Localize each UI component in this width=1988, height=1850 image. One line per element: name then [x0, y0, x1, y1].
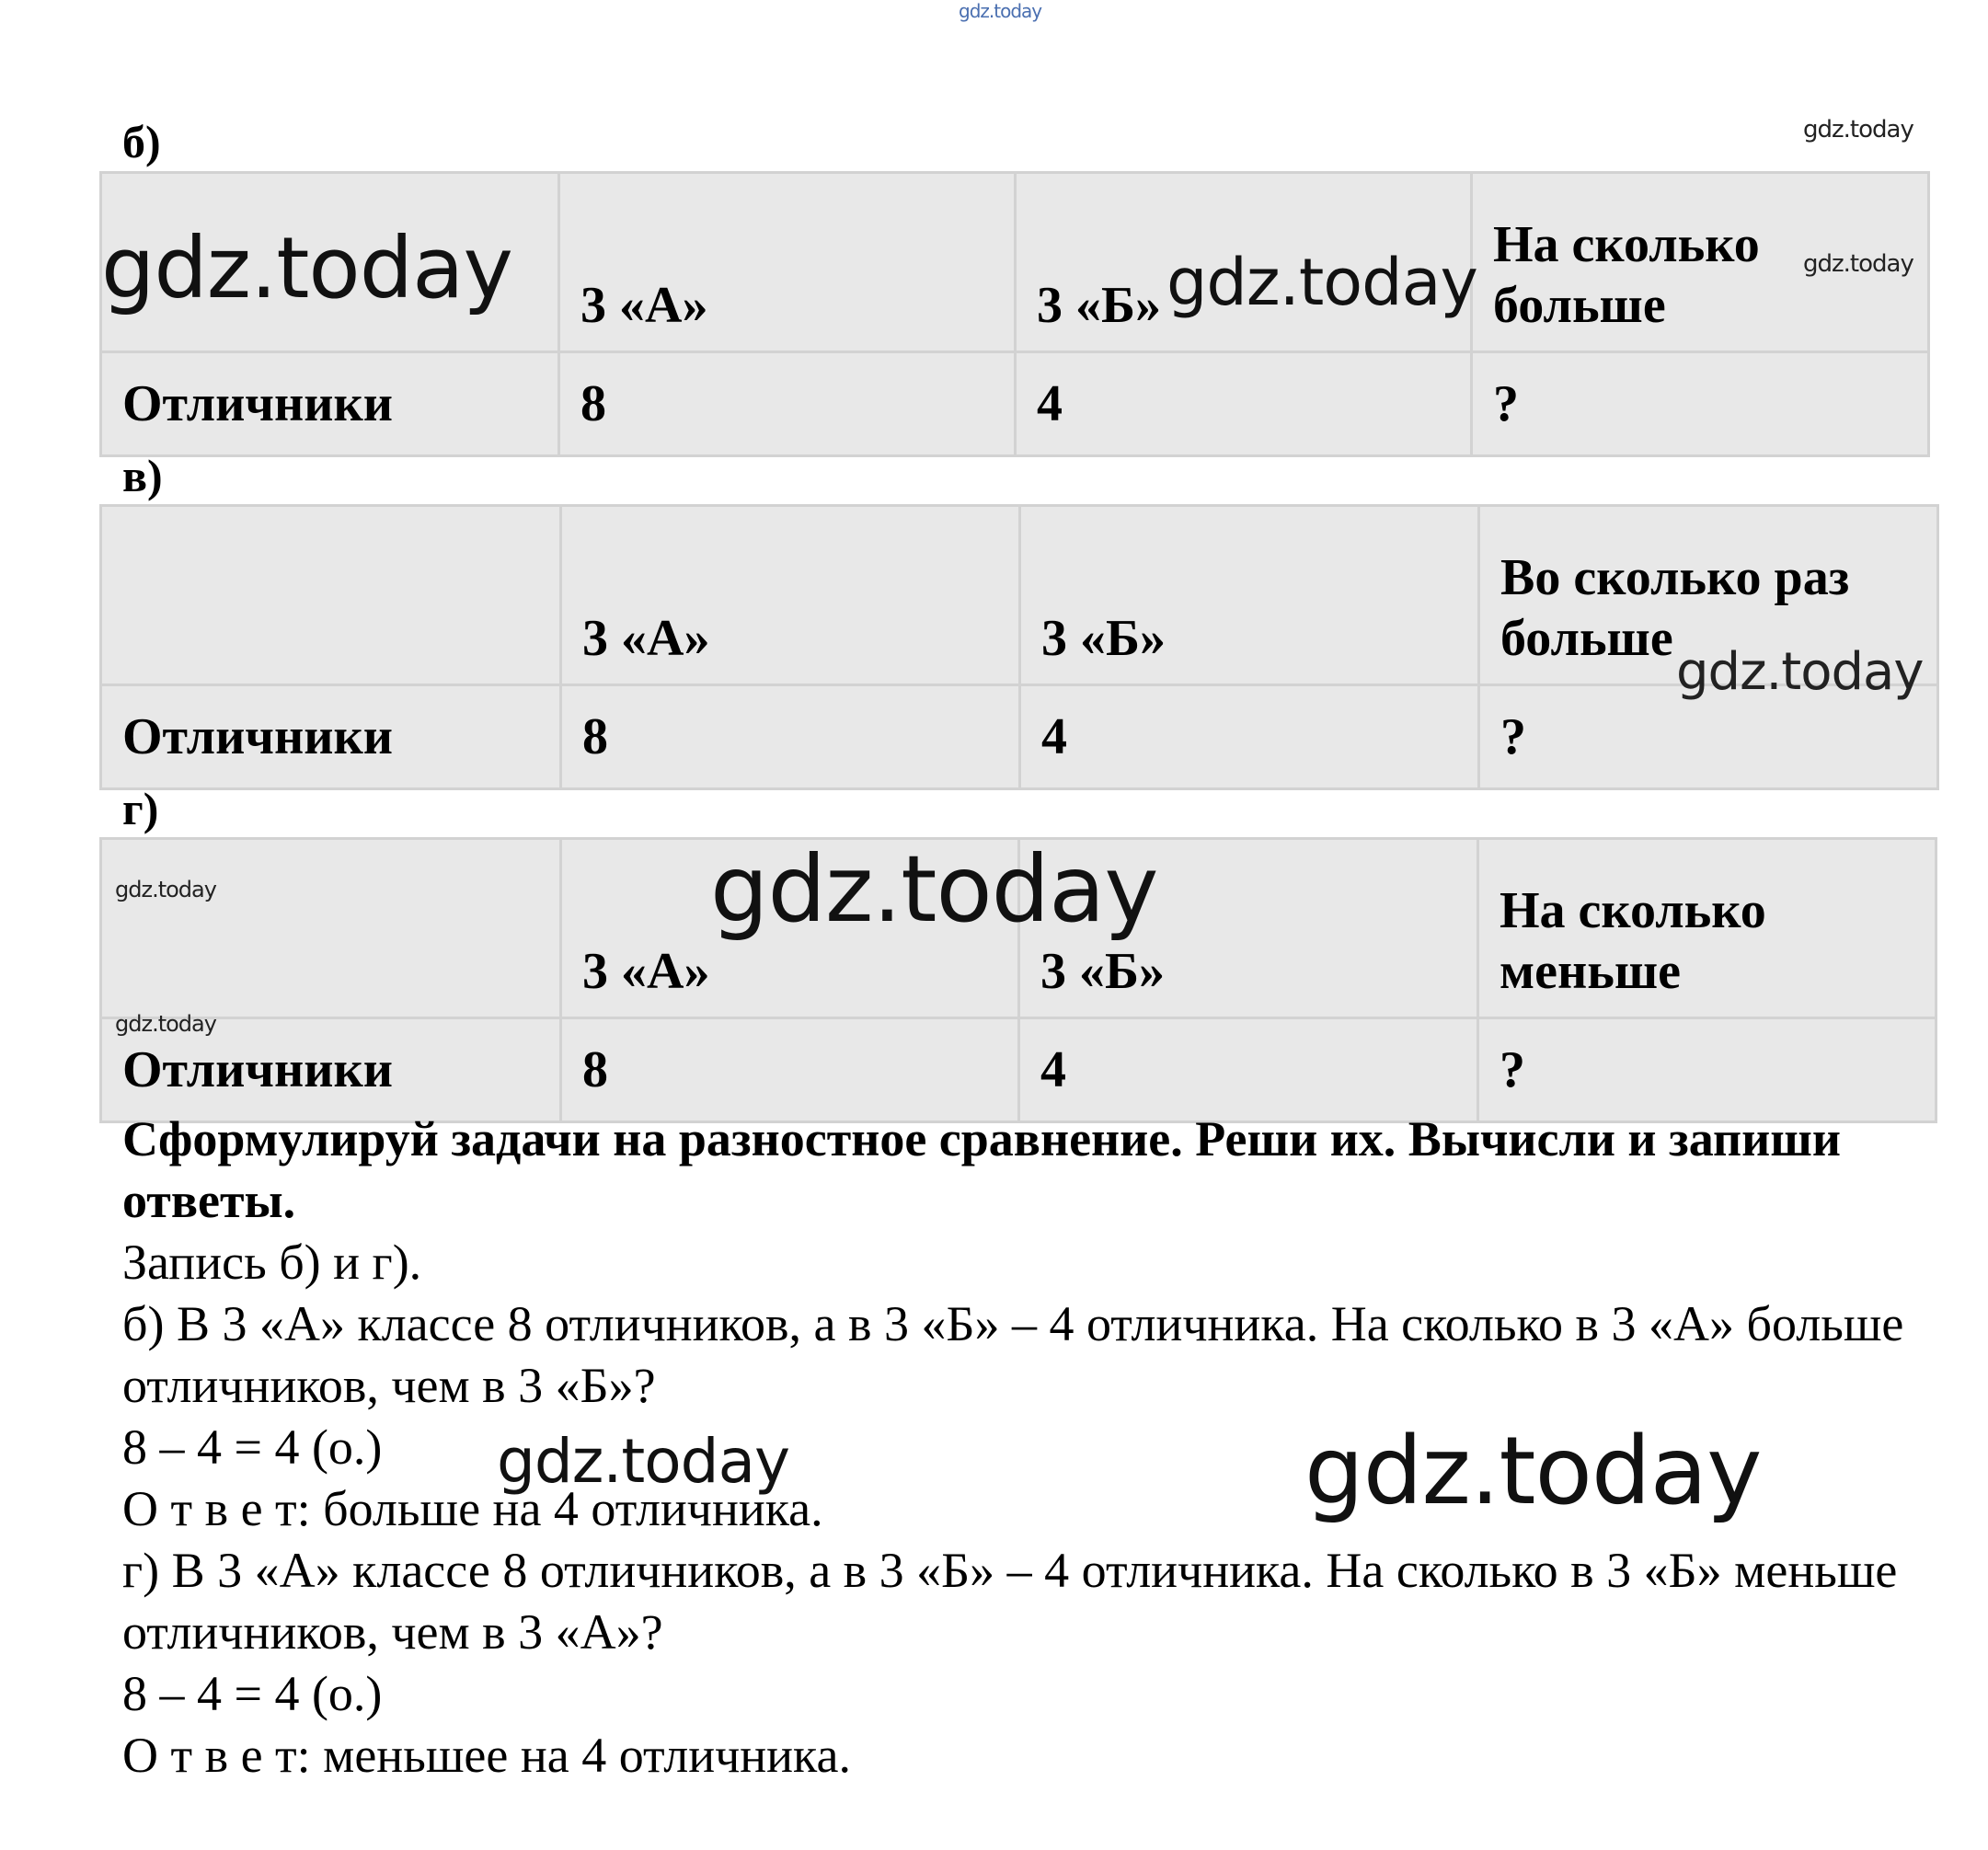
row-label: Отличники [101, 1018, 561, 1122]
column-header-question: На сколько меньше [1478, 839, 1936, 1018]
watermark-g-small-2: gdz.today [115, 1011, 216, 1037]
value-3b: 4 [1016, 352, 1472, 456]
corner-cell [101, 839, 561, 1018]
watermark-top: gdz.today [959, 0, 1042, 22]
column-header-3b: 3 «Б» [1016, 173, 1472, 352]
column-header-3b: 3 «Б» [1019, 839, 1478, 1018]
section-label-g: г) [122, 783, 159, 834]
value-3b: 4 [1020, 685, 1479, 789]
column-header-question: Во сколько раз больше [1479, 506, 1938, 685]
value-3b: 4 [1019, 1018, 1478, 1122]
column-header-question: На сколько больше [1472, 173, 1929, 352]
column-header-3a: 3 «А» [559, 173, 1016, 352]
column-header-3a: 3 «А» [561, 506, 1020, 685]
solution-g-problem: г) В 3 «А» классе 8 отличников, а в 3 «Б» – 4 отличника. На сколько в 3 «Б» меньше отличников, чем в 3 «А»? [122, 1543, 1898, 1660]
section-label-v: в) [122, 450, 163, 501]
value-3a: 8 [561, 1018, 1019, 1122]
watermark-text-big: gdz.today [1304, 1417, 1762, 1526]
section-label-b: б) [122, 116, 161, 167]
task-instruction: Сформулируй задачи на разностное сравнение. Реши их. Вычисли и запиши ответы. [122, 1111, 1841, 1228]
table-v [99, 504, 1939, 790]
value-3a: 8 [561, 685, 1020, 789]
table-row [101, 352, 1929, 456]
solution-g-calc: 8 – 4 = 4 (о.) [122, 1666, 383, 1721]
watermark-g-small-1: gdz.today [115, 877, 216, 902]
value-question: ? [1479, 685, 1938, 789]
value-question: ? [1478, 1018, 1936, 1122]
value-3a: 8 [559, 352, 1016, 456]
table-row [101, 1018, 1936, 1122]
solution-b-problem: б) В 3 «А» классе 8 отличников, а в 3 «Б» – 4 отличника. На сколько в 3 «А» больше отличников, чем в 3 «Б»? [122, 1296, 1904, 1413]
solution-g-answer: О т в е т: меньшее на 4 отличника. [122, 1728, 851, 1783]
watermark-text-mid: gdz.today [497, 1426, 790, 1497]
watermark-g-big: gdz.today [710, 835, 1158, 943]
watermark-v-right: gdz.today [1676, 642, 1924, 702]
watermark-b-right-top: gdz.today [1803, 116, 1913, 144]
column-header-3a: 3 «А» [561, 839, 1019, 1018]
table-row [101, 685, 1938, 789]
solution-b-calc: 8 – 4 = 4 (о.) [122, 1419, 383, 1475]
column-header-3b: 3 «Б» [1020, 506, 1479, 685]
corner-cell [101, 506, 561, 685]
table-header-row [101, 506, 1938, 685]
watermark-b-mid: gdz.today [1166, 245, 1477, 320]
value-question: ? [1472, 352, 1929, 456]
watermark-b-big-left: gdz.today [101, 219, 512, 317]
solution-intro: Запись б) и г). [122, 1235, 422, 1290]
watermark-b-right-mid: gdz.today [1803, 250, 1913, 278]
row-label: Отличники [101, 685, 561, 789]
solution-b-answer: О т в е т: больше на 4 отличника. [122, 1481, 823, 1536]
row-label: Отличники [101, 352, 559, 456]
